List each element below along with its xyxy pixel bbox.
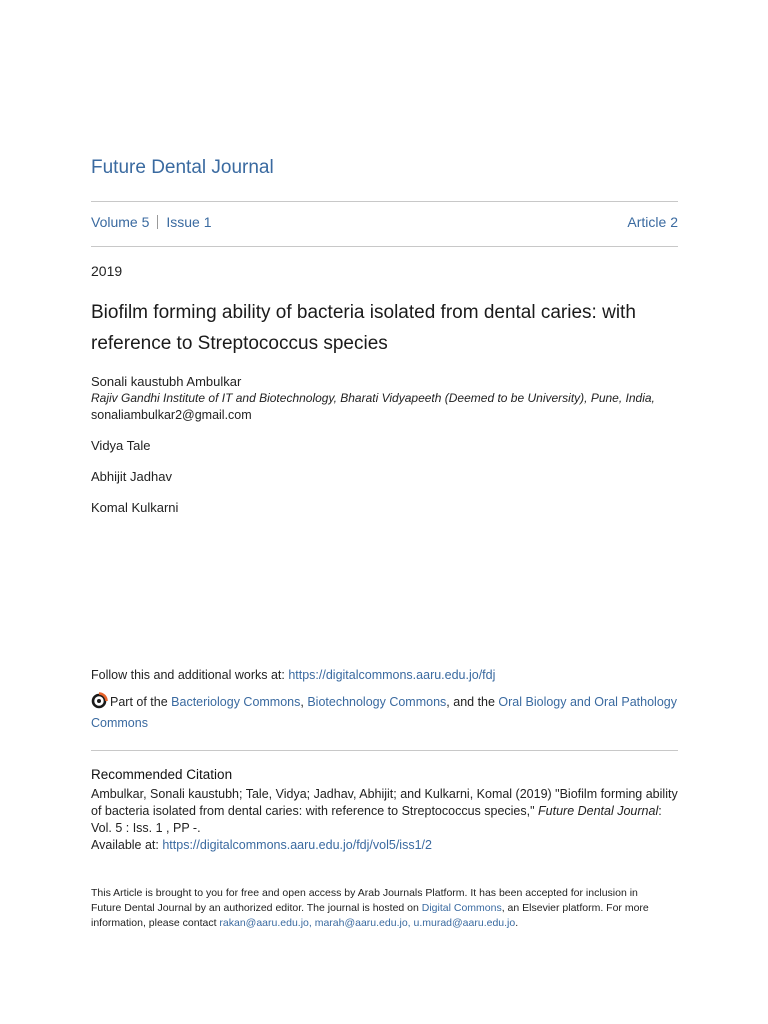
- author-name: Sonali kaustubh Ambulkar: [91, 374, 242, 389]
- journal-title-link[interactable]: Future Dental Journal: [91, 157, 274, 178]
- access-footer-note: [91, 886, 661, 931]
- footer-text-1: This Article is brought to you for free and open access by Arab Journals Platform. It has been accepted for inclusion in Future Dental Journal by an authorized editor. The journal is hosted on: [91, 887, 638, 914]
- follow-url-link[interactable]: https://digitalcommons.aaru.edu.jo/fdj: [288, 668, 496, 682]
- part-of-prefix: Part of the: [110, 695, 172, 709]
- citation-text: [91, 786, 681, 837]
- citation-body: Ambulkar, Sonali kaustubh; Tale, Vidya; Jadhav, Abhijit; and Kulkarni, Komal (2019) "Biofilm forming ability of bacteria isolated from dental caries: with reference to Streptococcus species,": [91, 787, 678, 818]
- issue-link[interactable]: Issue 1: [166, 214, 212, 230]
- footer-text-3: .: [515, 917, 519, 929]
- contact-emails-link[interactable]: rakan@aaru.edu.jo, marah@aaru.edu.jo, u.murad@aaru.edu.jo: [219, 917, 516, 929]
- available-url-link[interactable]: https://digitalcommons.aaru.edu.jo/fdj/vol5/iss1/2: [162, 838, 432, 852]
- article-title: Biofilm forming ability of bacteria isolated from dental caries: with reference to Streptococcus species: [91, 302, 636, 354]
- follow-label: Follow this and additional works at:: [91, 668, 289, 682]
- footer-text-2: , an Elsevier platform. For more information, please contact: [91, 902, 649, 929]
- part-of-sep1: ,: [300, 695, 308, 709]
- meta-divider: [91, 246, 678, 247]
- biotechnology-commons-link[interactable]: Biotechnology Commons: [307, 695, 447, 709]
- citation-journal: Future Dental Journal: [538, 804, 659, 818]
- follow-line: [91, 668, 495, 682]
- volume-issue: [91, 214, 212, 230]
- issue-meta-row: [91, 214, 678, 232]
- oral-biology-commons-link[interactable]: Oral Biology and Oral Pathology Commons: [91, 695, 677, 730]
- meta-separator: [157, 215, 158, 229]
- bacteriology-commons-link[interactable]: Bacteriology Commons: [171, 695, 301, 709]
- author-2: Vidya Tale: [91, 438, 151, 453]
- available-at-line: [91, 838, 432, 852]
- author-4: Komal Kulkarni: [91, 500, 179, 515]
- digital-commons-link[interactable]: Digital Commons: [421, 902, 502, 914]
- network-icon: [91, 692, 108, 709]
- citation-divider: [91, 750, 678, 751]
- volume-link[interactable]: Volume 5: [91, 214, 150, 230]
- part-of-line: [91, 692, 681, 734]
- author-3: Abhijit Jadhav: [91, 469, 172, 484]
- author-1: [91, 373, 655, 424]
- publication-year: 2019: [91, 263, 123, 279]
- available-label: Available at:: [91, 838, 163, 852]
- top-divider: [91, 201, 678, 202]
- recommended-citation-heading: Recommended Citation: [91, 767, 233, 782]
- part-of-sep2: , and the: [446, 695, 499, 709]
- author-email: sonaliambulkar2@gmail.com: [91, 408, 252, 422]
- article-link[interactable]: Article 2: [627, 214, 678, 230]
- author-affiliation: Rajiv Gandhi Institute of IT and Biotechnology, Bharati Vidyapeeth (Deemed to be University), Pune, India,: [91, 391, 655, 405]
- citation-volume: : Vol. 5 : Iss. 1 , PP -.: [91, 804, 662, 835]
